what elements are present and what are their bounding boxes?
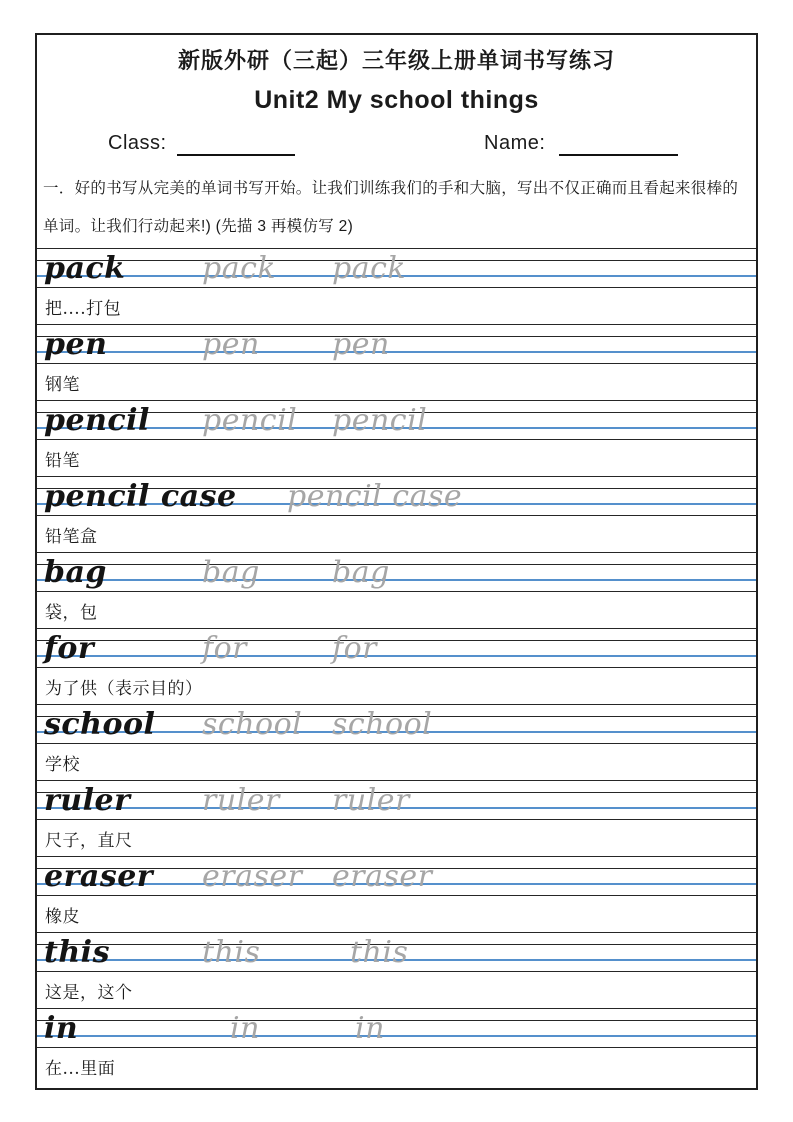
class-name-row	[37, 126, 756, 166]
word-translation: 袋，包	[45, 602, 98, 623]
word-sample: pen	[44, 327, 108, 362]
word-practice-row	[37, 552, 756, 628]
word-translation: 钢笔	[45, 374, 80, 395]
word-translation: 在...里面	[45, 1058, 116, 1079]
word-trace-1: ruler	[202, 783, 280, 818]
word-trace-1: pen	[202, 327, 260, 362]
midline-guide	[37, 1020, 756, 1021]
word-sample: pencil	[44, 403, 150, 438]
word-practice-row	[37, 324, 756, 400]
word-practice-row	[37, 476, 756, 552]
word-translation: 尺子，直尺	[45, 830, 133, 851]
page-title: 新版外研（三起）三年级上册单词书写练习	[177, 48, 615, 73]
word-translation: 铅笔	[45, 450, 80, 471]
word-translation: 为了供（表示目的）	[45, 678, 203, 699]
word-practice-row	[37, 780, 756, 856]
handwriting-guidelines[interactable]	[37, 400, 756, 440]
word-trace-2: eraser	[332, 859, 433, 894]
word-translation: 学校	[45, 754, 80, 775]
word-sample: for	[44, 631, 95, 666]
handwriting-guidelines[interactable]	[37, 324, 756, 364]
handwriting-guidelines[interactable]	[37, 1008, 756, 1048]
word-translation: 铅笔盒	[45, 526, 98, 547]
word-trace-2: for	[332, 631, 378, 666]
word-trace-1: in	[230, 1011, 260, 1046]
name-blank-field[interactable]	[559, 154, 678, 156]
word-practice-list	[37, 248, 756, 1084]
word-practice-row	[37, 704, 756, 780]
word-trace-1: pencil case	[287, 479, 463, 514]
word-trace-2: ruler	[332, 783, 410, 818]
baseline-guide	[37, 351, 756, 353]
name-label: Name:	[484, 132, 546, 154]
word-sample: ruler	[44, 783, 131, 818]
word-practice-row	[37, 1008, 756, 1084]
instructions-line-2: 单词。让我们行动起来!) (先描 3 再模仿写 2)	[43, 218, 354, 235]
word-sample: pack	[44, 251, 126, 286]
word-trace-1: for	[202, 631, 248, 666]
baseline-guide	[37, 1035, 756, 1037]
word-trace-1: pack	[202, 251, 277, 286]
handwriting-guidelines[interactable]	[37, 704, 756, 744]
handwriting-guidelines[interactable]	[37, 780, 756, 820]
word-practice-row	[37, 400, 756, 476]
handwriting-guidelines[interactable]	[37, 932, 756, 972]
instructions-line-1: 一．好的书写从完美的单词书写开始。让我们训练我们的手和大脑，写出不仅正确而且看起来很棒的	[43, 180, 739, 197]
instructions	[37, 170, 756, 246]
midline-guide	[37, 564, 756, 565]
word-trace-2: bag	[332, 555, 390, 590]
word-trace-1: bag	[202, 555, 260, 590]
class-label: Class:	[108, 132, 167, 154]
word-practice-row	[37, 248, 756, 324]
word-translation: 这是，这个	[45, 982, 133, 1003]
unit-title: Unit2 My school things	[254, 86, 539, 114]
baseline-guide	[37, 579, 756, 581]
word-sample: this	[44, 935, 110, 970]
word-sample: in	[44, 1011, 79, 1046]
word-trace-2: pen	[332, 327, 390, 362]
midline-guide	[37, 336, 756, 337]
baseline-guide	[37, 655, 756, 657]
word-practice-row	[37, 856, 756, 932]
handwriting-guidelines[interactable]	[37, 628, 756, 668]
word-trace-1: school	[202, 707, 303, 742]
word-sample: eraser	[44, 859, 154, 894]
word-sample: pencil case	[44, 479, 237, 514]
class-blank-field[interactable]	[177, 154, 295, 156]
worksheet-page	[35, 33, 758, 1090]
midline-guide	[37, 640, 756, 641]
word-practice-row	[37, 628, 756, 704]
word-trace-1: eraser	[202, 859, 303, 894]
word-sample: school	[44, 707, 156, 742]
word-trace-2: pack	[332, 251, 407, 286]
word-practice-row	[37, 932, 756, 1008]
word-trace-1: this	[202, 935, 261, 970]
word-trace-2: this	[350, 935, 409, 970]
handwriting-guidelines[interactable]	[37, 476, 756, 516]
word-trace-2: pencil	[332, 403, 428, 438]
handwriting-guidelines[interactable]	[37, 856, 756, 896]
word-trace-2: school	[332, 707, 433, 742]
word-translation: 把....打包	[45, 298, 122, 319]
word-trace-1: pencil	[202, 403, 298, 438]
handwriting-guidelines[interactable]	[37, 248, 756, 288]
word-trace-2: in	[355, 1011, 385, 1046]
word-translation: 橡皮	[45, 906, 80, 927]
handwriting-guidelines[interactable]	[37, 552, 756, 592]
word-sample: bag	[44, 555, 107, 590]
